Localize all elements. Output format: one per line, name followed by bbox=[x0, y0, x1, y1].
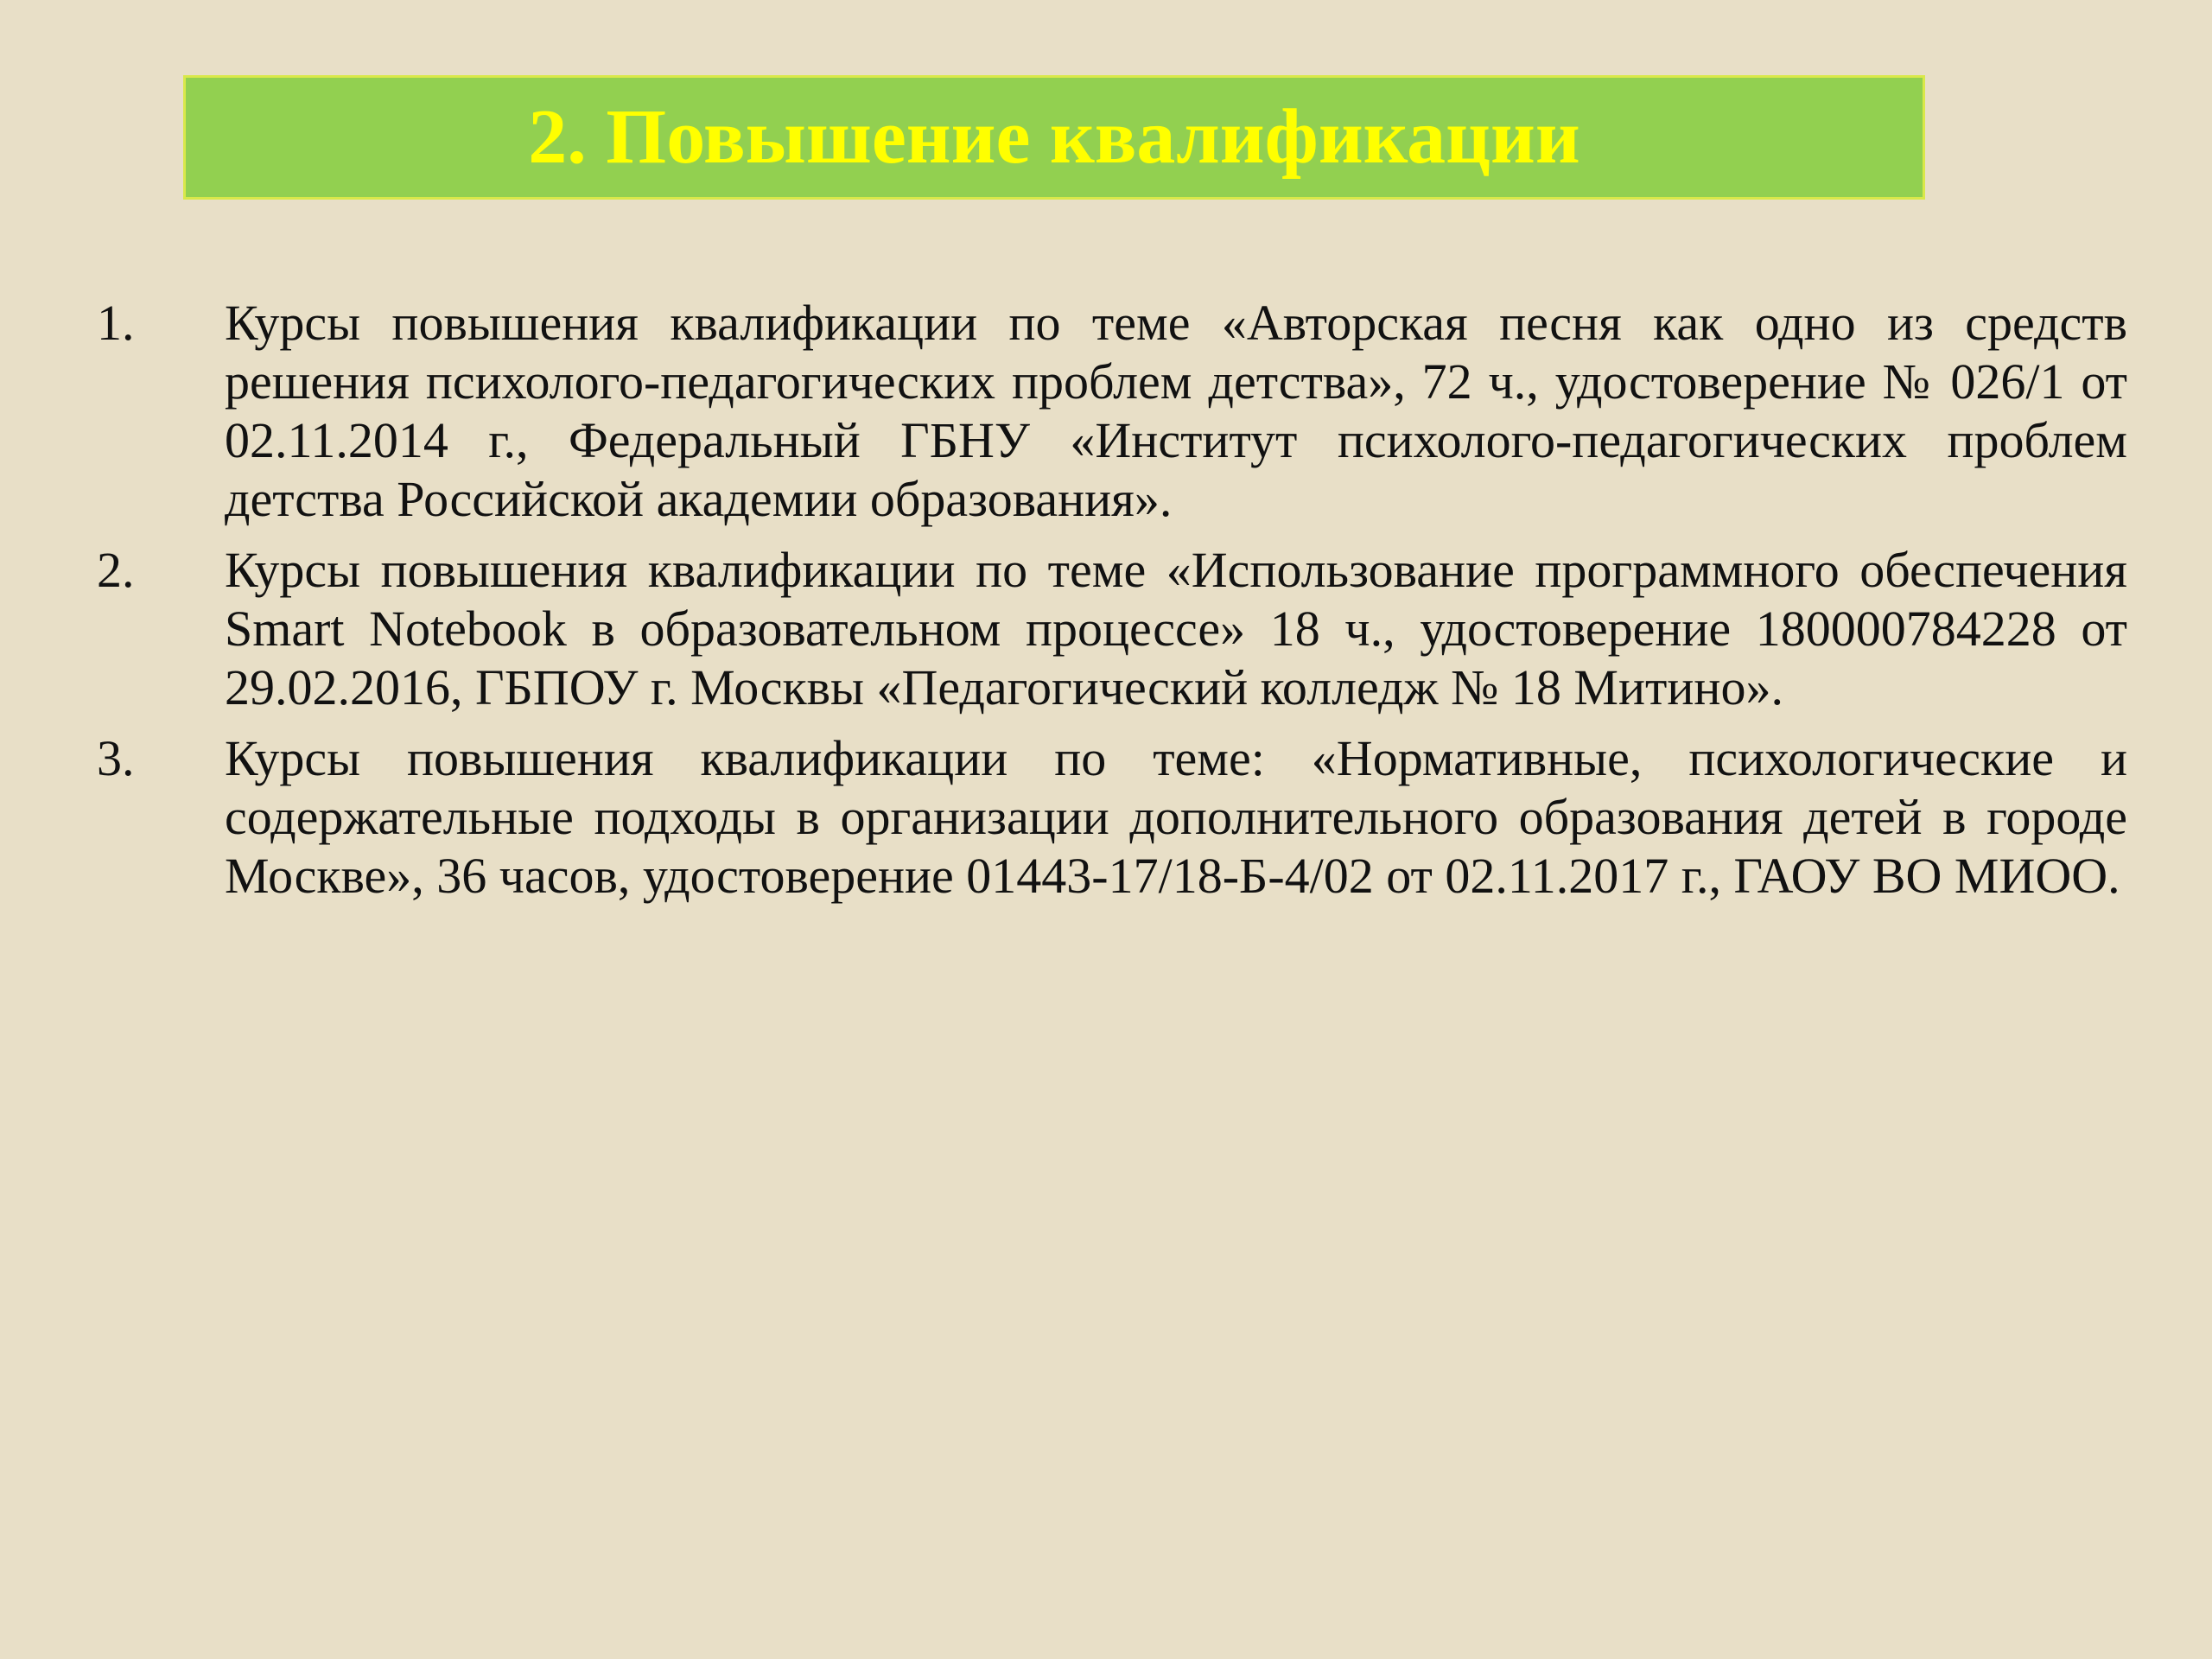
list-item-text: Курсы повышения квалификации по теме «Авторская песня как одно из средств решения психолого-педагогических проблем детства», 72 ч., удостоверение № 026/1 от 02.11.2014 г., Федеральный ГБНУ «Институт психолого-педагогических проблем детства Российской академии образования». bbox=[225, 295, 2127, 527]
list-number: 3. bbox=[97, 730, 135, 786]
title-banner bbox=[183, 75, 1925, 200]
list-number: 1. bbox=[97, 295, 135, 351]
list-item-text: Курсы повышения квалификации по теме: «Нормативные, психологические и содержательные подходы в организации дополнительного образования детей в городе Москве», 36 часов, удостоверение 01443-17/18-Б-4/02 от 02.11.2017 г., ГАОУ ВО МИОО. bbox=[225, 730, 2127, 904]
course-item-2 bbox=[97, 541, 2127, 717]
list-item-text: Курсы повышения квалификации по теме «Использование программного обеспечения Smart Notebook в образовательном процессе» 18 ч., удостоверение 180000784228 от 29.02.2016, ГБПОУ г. Москвы «Педагогический колледж № 18 Митино». bbox=[225, 542, 2127, 715]
list-number: 2. bbox=[97, 542, 135, 598]
slide-title: 2. Повышение квалификации bbox=[528, 94, 1580, 180]
course-list bbox=[97, 294, 2127, 918]
course-item-3 bbox=[97, 729, 2127, 906]
course-item-1 bbox=[97, 294, 2127, 529]
